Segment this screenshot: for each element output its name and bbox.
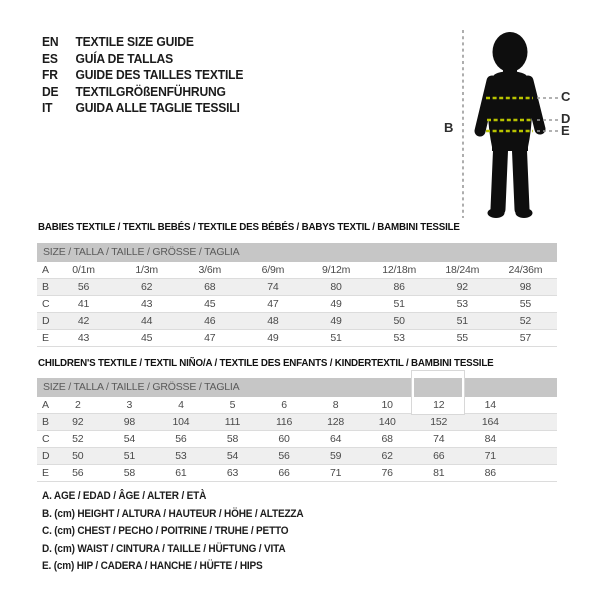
table-row: [37, 431, 557, 448]
height-label: B: [444, 120, 454, 135]
children-table-title: CHILDREN'S TEXTILE / TEXTIL NIÑO/A / TEXTILE DES ENFANTS / KINDERTEXTIL / BAMBINI TESSILE: [38, 357, 494, 369]
row-spacer: [516, 431, 557, 447]
table-cell: 2: [74, 399, 81, 411]
table-cell: 44: [141, 315, 153, 327]
table-cell: 98: [123, 416, 135, 428]
table-cell: 84: [484, 433, 496, 445]
chest-label: C: [561, 89, 571, 104]
table-row: [37, 313, 557, 330]
hip-label: E: [561, 123, 570, 138]
table-cell: 43: [77, 332, 90, 344]
language-row: [42, 100, 243, 117]
language-row: [42, 84, 243, 101]
row-spacer: [516, 397, 557, 413]
table-cell: 56: [175, 433, 187, 445]
table-cell: 92: [72, 416, 84, 428]
table-cell: 46: [204, 315, 216, 327]
table-cell: 53: [175, 450, 187, 462]
measurement-legend: [42, 488, 303, 576]
legend-line: D. (cm) WAIST / CINTURA / TAILLE / HÜFTUNG / VITA: [42, 542, 286, 555]
row-label: C: [42, 298, 50, 310]
table-cell: 55: [519, 298, 532, 310]
row-label: E: [42, 467, 49, 479]
table-cell: 4: [178, 399, 184, 411]
row-label: B: [42, 416, 49, 428]
table-cell: 56: [278, 450, 290, 462]
table-cell: 52: [519, 315, 532, 327]
table-cell: 152: [430, 416, 448, 428]
children-size-table: [37, 378, 557, 482]
table-cell: 49: [267, 332, 279, 344]
table-cell: 86: [393, 281, 405, 293]
table-cell: 50: [72, 450, 84, 462]
table-cell: 3: [126, 399, 133, 411]
table-cell: 81: [433, 467, 445, 479]
language-label: TEXTILGRÖßENFÜHRUNG: [75, 83, 226, 99]
language-row: [42, 51, 243, 68]
table-cell: 45: [204, 298, 216, 310]
table-cell: 164: [481, 416, 499, 428]
language-code: IT: [42, 100, 53, 115]
table-cell: 51: [330, 332, 342, 344]
table-cell: 6/9m: [261, 264, 285, 276]
table-cell: 42: [77, 315, 90, 327]
table-cell: 12/18m: [382, 264, 417, 276]
table-cell: 74: [267, 281, 279, 293]
language-row: [42, 67, 243, 84]
table-cell: 56: [77, 281, 90, 293]
table-cell: 3/6m: [198, 264, 222, 276]
row-label: C: [42, 433, 50, 445]
table-cell: 80: [330, 281, 342, 293]
babies-table-body: [37, 262, 557, 347]
table-cell: 12: [433, 399, 445, 411]
legend-line: E. (cm) HIP / CADERA / HANCHE / HÜFTE / HIPS: [42, 560, 263, 572]
row-label: D: [42, 315, 50, 327]
table-cell: 62: [141, 281, 153, 293]
row-label: A: [42, 399, 49, 411]
table-cell: 56: [72, 467, 84, 479]
table-cell: 140: [378, 416, 396, 428]
child-silhouette: [480, 32, 540, 218]
table-cell: 60: [278, 433, 290, 445]
table-cell: 55: [456, 332, 468, 344]
table-row: [37, 414, 557, 431]
language-code: DE: [42, 83, 59, 99]
legend-line: A. AGE / EDAD / ÂGE / ALTER / ETÀ: [42, 490, 207, 502]
table-cell: 49: [330, 298, 342, 310]
table-cell: 71: [329, 467, 342, 479]
table-cell: 47: [267, 298, 279, 310]
babies-table-title: BABIES TEXTILE / TEXTIL BEBÉS / TEXTILE DES BÉBÉS / BABYS TEXTIL / BAMBINI TESSILE: [38, 221, 460, 233]
table-cell: 58: [123, 467, 135, 479]
table-row: [37, 397, 557, 414]
row-label: E: [42, 332, 49, 344]
table-cell: 43: [141, 298, 153, 310]
babies-size-table: [37, 243, 557, 347]
table-cell: 111: [224, 416, 241, 428]
table-cell: 47: [204, 332, 216, 344]
table-row: [37, 296, 557, 313]
child-silhouette-diagram: [440, 15, 600, 235]
table-cell: 54: [226, 450, 239, 462]
row-spacer: [516, 465, 557, 481]
table-cell: 48: [267, 315, 279, 327]
table-cell: 58: [226, 433, 239, 445]
babies-table-size-header: SIZE / TALLA / TAILLE / GRÖSSE / TAGLIA: [37, 243, 557, 262]
table-cell: 6: [281, 399, 287, 411]
table-cell: 71: [484, 450, 496, 462]
row-spacer: [516, 448, 557, 464]
table-cell: 8: [332, 399, 339, 411]
table-row: [37, 330, 557, 347]
table-cell: 1/3m: [135, 264, 158, 276]
table-cell: 49: [330, 315, 342, 327]
table-cell: 51: [123, 450, 135, 462]
table-cell: 74: [433, 433, 445, 445]
children-table-body: [37, 397, 557, 482]
legend-line: B. (cm) HEIGHT / ALTURA / HAUTEUR / HÖHE / ALTEZZA: [42, 507, 304, 520]
table-cell: 66: [278, 467, 290, 479]
language-code: ES: [42, 50, 58, 66]
language-code: EN: [42, 34, 59, 49]
table-cell: 61: [175, 467, 187, 479]
waist-label: D: [561, 111, 571, 126]
table-cell: 54: [123, 433, 135, 445]
table-cell: 10: [381, 399, 393, 411]
table-cell: 24/36m: [508, 264, 543, 276]
table-row: [37, 448, 557, 465]
children-table-size-header: SIZE / TALLA / TAILLE / GRÖSSE / TAGLIA: [37, 378, 557, 397]
table-cell: 45: [141, 332, 153, 344]
language-label: GUIDA ALLE TAGLIE TESSILI: [75, 100, 240, 115]
table-cell: 53: [393, 332, 405, 344]
row-spacer: [516, 414, 557, 430]
table-cell: 62: [381, 450, 393, 462]
table-cell: 14: [484, 399, 496, 411]
row-label: D: [42, 450, 50, 462]
row-label: A: [42, 264, 49, 276]
row-label: B: [42, 281, 49, 293]
table-cell: 68: [381, 433, 393, 445]
table-cell: 86: [484, 467, 496, 479]
table-cell: 53: [456, 298, 468, 310]
language-label: GUÍA DE TALLAS: [75, 50, 173, 66]
table-cell: 9/12m: [321, 264, 351, 276]
table-cell: 63: [226, 467, 239, 479]
table-cell: 59: [329, 450, 342, 462]
table-cell: 18/24m: [445, 264, 480, 276]
table-cell: 0/1m: [72, 264, 95, 276]
table-cell: 52: [72, 433, 84, 445]
table-cell: 92: [456, 281, 468, 293]
table-cell: 64: [329, 433, 342, 445]
table-cell: 128: [327, 416, 345, 428]
legend-line: C. (cm) CHEST / PECHO / POITRINE / TRUHE / PETTO: [42, 525, 289, 537]
language-label: TEXTILE SIZE GUIDE: [75, 34, 194, 49]
table-cell: 41: [77, 298, 90, 310]
table-cell: 66: [433, 450, 445, 462]
table-row: [37, 262, 557, 279]
table-cell: 98: [519, 281, 532, 293]
table-cell: 5: [229, 399, 236, 411]
table-cell: 50: [393, 315, 405, 327]
language-row: [42, 34, 243, 51]
table-cell: 51: [456, 315, 468, 327]
table-row: [37, 465, 557, 482]
table-cell: 116: [275, 416, 293, 428]
table-cell: 76: [381, 467, 393, 479]
table-cell: 57: [519, 332, 532, 344]
language-list: [42, 34, 243, 117]
language-label: GUIDE DES TAILLES TEXTILE: [75, 67, 244, 82]
table-cell: 51: [393, 298, 405, 310]
language-code: FR: [42, 67, 58, 82]
table-cell: 68: [204, 281, 216, 293]
table-cell: 104: [172, 416, 190, 428]
table-row: [37, 279, 557, 296]
